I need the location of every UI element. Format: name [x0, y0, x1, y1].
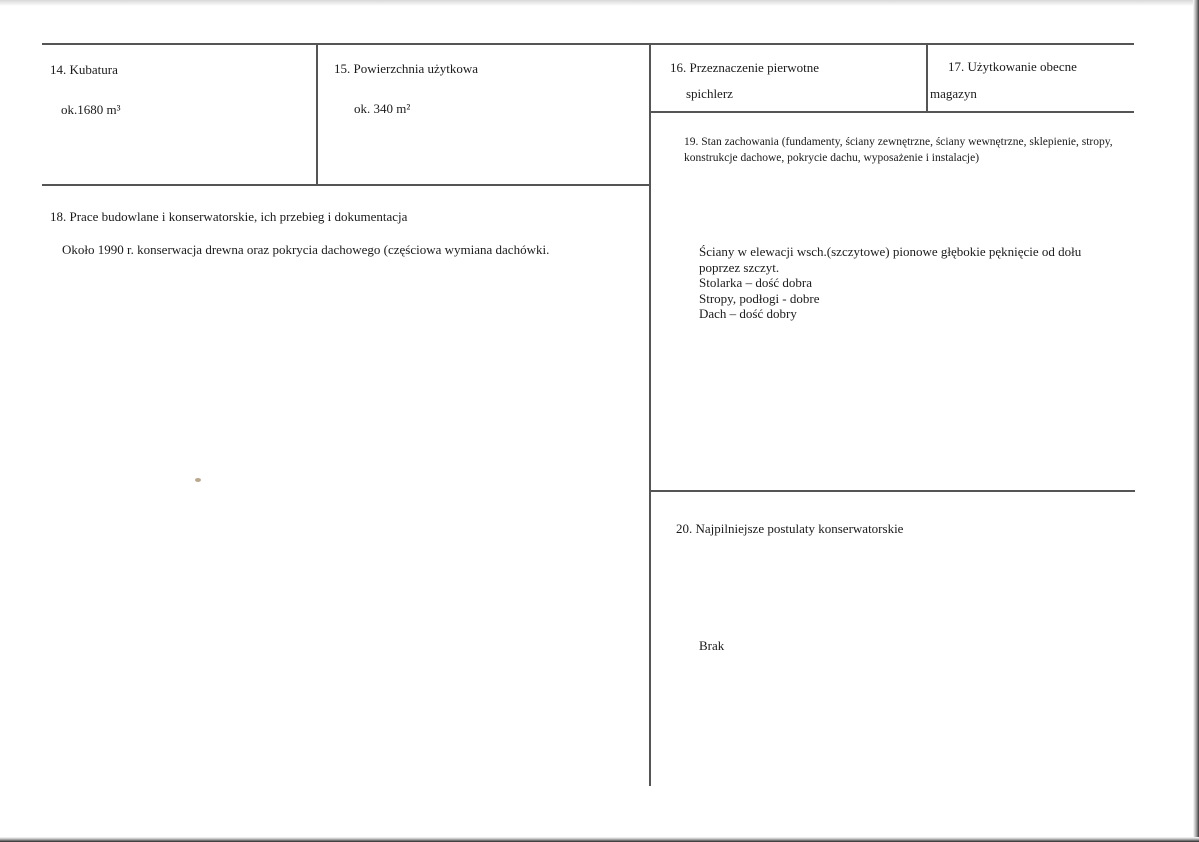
field-15-label: 15. Powierzchnia użytkowa: [334, 61, 479, 76]
field-20-label: 20. Najpilniejsze postulaty konserwatorskie: [676, 521, 904, 536]
field-19-line: Dach – dość dobry: [699, 306, 797, 321]
field-17-label: 17. Użytkowanie obecne: [948, 59, 1077, 74]
field-17-value: magazyn: [930, 86, 977, 101]
field-19-line: Ściany w elewacji wsch.(szczytowe) pionowe głębokie pęknięcie od dołu: [699, 244, 1082, 259]
field-14-label: 14. Kubatura: [50, 62, 118, 77]
field-19-line: Stolarka – dość dobra: [699, 275, 813, 290]
field-16-label: 16. Przeznaczenie pierwotne: [670, 60, 820, 75]
field-18-value: Około 1990 r. konserwacja drewna oraz pokrycia dachowego (częściowa wymiana dachówki.: [62, 242, 550, 257]
field-20-value: Brak: [699, 638, 725, 653]
divider-14-15: [316, 43, 318, 185]
divider-16-17: [926, 43, 928, 112]
field-18-label: 18. Prace budowlane i konserwatorskie, ich przebieg i dokumentacja: [50, 209, 408, 224]
field-16-value: spichlerz: [686, 86, 733, 101]
field-19-label: 19. Stan zachowania (fundamenty, ściany zewnętrzne, ściany wewnętrzne, sklepienie, stropy, konstrukcje dachowe, pokrycie dachu, wyposażenie i instalacje): [684, 136, 1113, 164]
scan-edge-bottom: [0, 837, 1199, 842]
field-19-value: [699, 244, 1081, 322]
scan-speck: [195, 478, 201, 482]
field-19-line: Stropy, podłogi - dobre: [699, 290, 820, 306]
field-19-line: poprzez szczyt.: [699, 259, 780, 275]
field-15-value: ok. 340 m²: [354, 101, 411, 116]
top-border-line: [42, 43, 1134, 45]
scan-edge-right: [1193, 0, 1199, 842]
center-divider: [649, 43, 651, 786]
row1-right-bottom-line: [650, 111, 1134, 113]
section-19-bottom-line: [650, 490, 1135, 492]
row1-left-bottom-line: [42, 184, 650, 186]
field-14-value: ok.1680 m³: [61, 102, 121, 117]
scan-edge-top: [0, 0, 1199, 6]
